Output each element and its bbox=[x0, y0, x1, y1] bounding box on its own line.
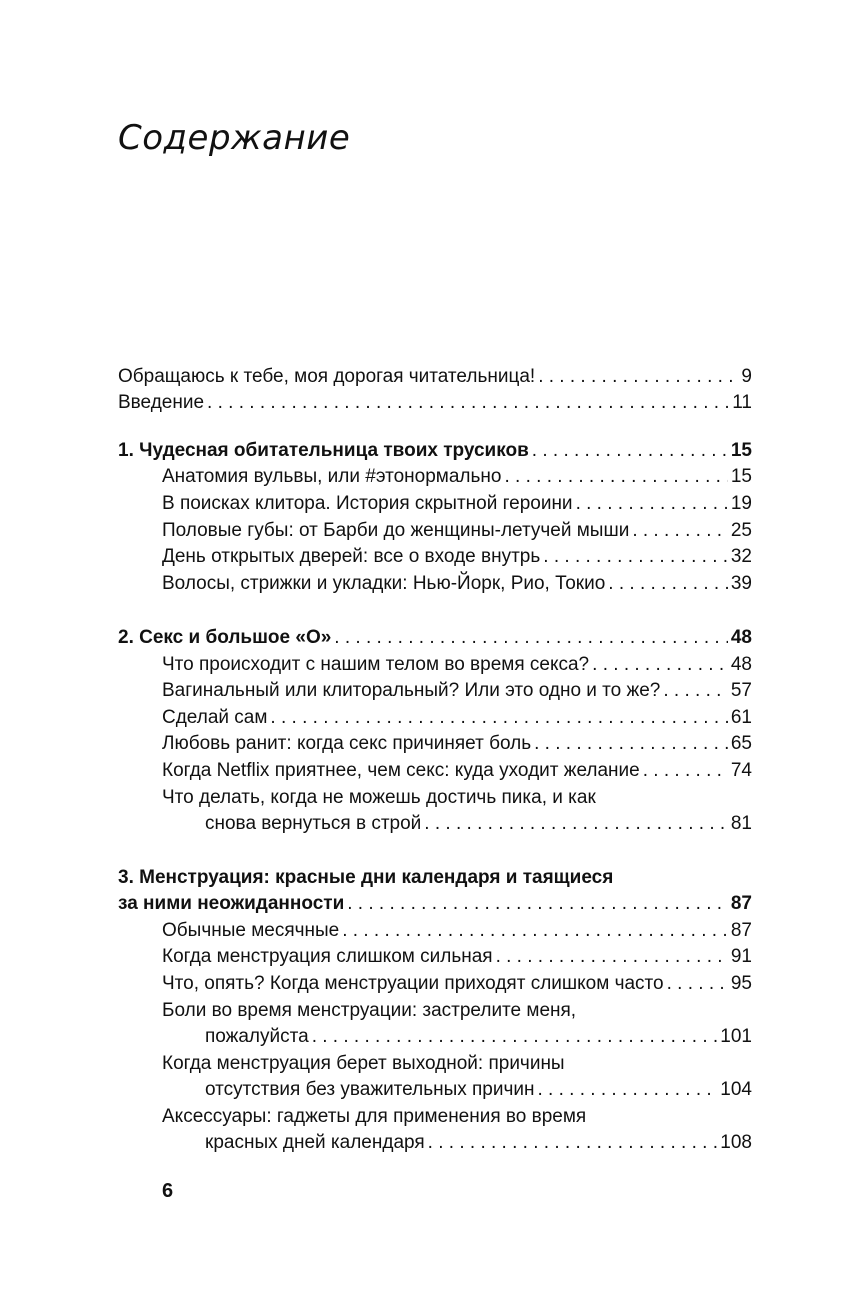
toc-entry-title-line1[interactable]: Боли во время менструации: застрелите меня, bbox=[162, 1000, 577, 1021]
toc-chapter[interactable] bbox=[118, 625, 752, 651]
toc-entry-title: Когда менструация слишком сильная bbox=[162, 946, 493, 967]
toc-entry[interactable] bbox=[162, 971, 752, 997]
toc-entry-title: День открытых дверей: все о входе внутрь bbox=[162, 546, 541, 567]
toc-entry[interactable] bbox=[162, 758, 752, 784]
toc-entry[interactable] bbox=[162, 464, 752, 490]
toc-entry-page: 57 bbox=[730, 680, 752, 701]
leader-dots bbox=[534, 731, 728, 757]
toc-entry[interactable] bbox=[118, 390, 752, 416]
leader-dots bbox=[424, 811, 728, 837]
toc-entry-title-line1[interactable]: Когда менструация берет выходной: причины bbox=[162, 1053, 565, 1074]
toc-entry-page: 32 bbox=[730, 546, 752, 567]
toc-entry-title: 2. Секс и большое «О» bbox=[118, 627, 332, 648]
leader-dots bbox=[543, 544, 728, 570]
toc-entry-page: 48 bbox=[730, 627, 752, 648]
toc-entry-title-line2: отсутствия без уважительных причин bbox=[205, 1079, 535, 1100]
leader-dots bbox=[312, 1024, 718, 1050]
leader-dots bbox=[667, 971, 728, 997]
leader-dots bbox=[207, 390, 729, 416]
toc-entry-page: 61 bbox=[730, 707, 752, 728]
toc-entry[interactable] bbox=[205, 1077, 752, 1103]
toc-entry-title: В поисках клитора. История скрытной героини bbox=[162, 493, 573, 514]
toc-entry-title-line1[interactable]: Аксессуары: гаджеты для применения во время bbox=[162, 1106, 587, 1127]
toc-entry-title: Введение bbox=[118, 392, 205, 413]
toc-entry-page: 81 bbox=[730, 813, 752, 834]
toc-entry[interactable] bbox=[205, 1130, 752, 1156]
leader-dots bbox=[504, 464, 727, 490]
leader-dots bbox=[347, 891, 728, 917]
toc-entry-title: Вагинальный или клиторальный? Или это одно и то же? bbox=[162, 680, 661, 701]
toc-entry-title-line2: за ними неожиданности bbox=[118, 893, 345, 914]
toc-entry-title: Половые губы: от Барби до женщины-летучей мыши bbox=[162, 520, 630, 541]
toc-entry[interactable] bbox=[162, 918, 752, 944]
toc-entry-page: 87 bbox=[730, 920, 752, 941]
toc-entry-title-line2: красных дней календаря bbox=[205, 1132, 425, 1153]
toc-chapter-title-line1[interactable]: 3. Менструация: красные дни календаря и таящиеся bbox=[118, 867, 614, 888]
toc-entry-title-line2: снова вернуться в строй bbox=[205, 813, 422, 834]
toc-entry-page: 95 bbox=[730, 973, 752, 994]
page-number: 6 bbox=[162, 1180, 174, 1202]
toc-entry-title: Что происходит с нашим телом во время секса? bbox=[162, 654, 590, 675]
toc-chapter[interactable] bbox=[118, 891, 752, 917]
toc-entry-page: 11 bbox=[732, 392, 752, 413]
leader-dots bbox=[643, 758, 728, 784]
toc-entry-page: 15 bbox=[730, 440, 752, 461]
toc-entry[interactable] bbox=[162, 518, 752, 544]
leader-dots bbox=[538, 364, 738, 390]
page-title: Содержание bbox=[118, 118, 351, 158]
toc-entry-page: 104 bbox=[720, 1079, 752, 1100]
leader-dots bbox=[428, 1130, 718, 1156]
toc-entry-page: 15 bbox=[730, 466, 752, 487]
toc-entry[interactable] bbox=[118, 364, 752, 390]
leader-dots bbox=[270, 705, 727, 731]
toc-chapter[interactable] bbox=[118, 438, 752, 464]
toc-entry-page: 91 bbox=[730, 946, 752, 967]
toc-entry-title: Что, опять? Когда менструации приходят слишком часто bbox=[162, 973, 664, 994]
toc-entry[interactable] bbox=[162, 731, 752, 757]
toc-entry-title-line1[interactable]: Что делать, когда не можешь достичь пика, и как bbox=[162, 787, 596, 808]
toc-entry-page: 39 bbox=[730, 573, 752, 594]
leader-dots bbox=[342, 918, 728, 944]
leader-dots bbox=[632, 518, 728, 544]
toc-entry[interactable] bbox=[162, 544, 752, 570]
toc-entry-page: 108 bbox=[720, 1132, 752, 1153]
toc-entry[interactable] bbox=[162, 705, 752, 731]
toc-entry-title: Сделай сам bbox=[162, 707, 268, 728]
toc-entry-title: Волосы, стрижки и укладки: Нью-Йорк, Рио, Токио bbox=[162, 573, 606, 594]
toc-entry-page: 74 bbox=[730, 760, 752, 781]
toc-entry-title: Анатомия вульвы, или #этонормально bbox=[162, 466, 502, 487]
leader-dots bbox=[532, 438, 728, 464]
leader-dots bbox=[663, 678, 727, 704]
toc-entry-title: Любовь ранит: когда секс причиняет боль bbox=[162, 733, 532, 754]
toc-entry-page: 19 bbox=[730, 493, 752, 514]
toc-entry-page: 101 bbox=[720, 1026, 752, 1047]
toc-entry[interactable] bbox=[162, 678, 752, 704]
leader-dots bbox=[538, 1077, 718, 1103]
toc-entry[interactable] bbox=[162, 491, 752, 517]
toc-entry-title: Обычные месячные bbox=[162, 920, 340, 941]
toc-entry-title: Обращаюсь к тебе, моя дорогая читательница! bbox=[118, 366, 536, 387]
toc-entry[interactable] bbox=[205, 811, 752, 837]
toc-entry[interactable] bbox=[162, 571, 752, 597]
toc-entry-page: 65 bbox=[730, 733, 752, 754]
toc-entry-title-line2: пожалуйста bbox=[205, 1026, 309, 1047]
toc-entry-title: Когда Netflix приятнее, чем секс: куда уходит желание bbox=[162, 760, 640, 781]
toc-entry-page: 48 bbox=[730, 654, 752, 675]
leader-dots bbox=[496, 944, 728, 970]
toc-entry-page: 9 bbox=[741, 366, 752, 387]
toc-entry-page: 87 bbox=[730, 893, 752, 914]
toc-entry-page: 25 bbox=[730, 520, 752, 541]
leader-dots bbox=[592, 652, 728, 678]
leader-dots bbox=[608, 571, 728, 597]
leader-dots bbox=[334, 625, 728, 651]
toc-entry-title: 1. Чудесная обитательница твоих трусиков bbox=[118, 440, 529, 461]
toc-entry[interactable] bbox=[162, 944, 752, 970]
toc-entry[interactable] bbox=[162, 652, 752, 678]
toc-entry[interactable] bbox=[205, 1024, 752, 1050]
leader-dots bbox=[576, 491, 728, 517]
